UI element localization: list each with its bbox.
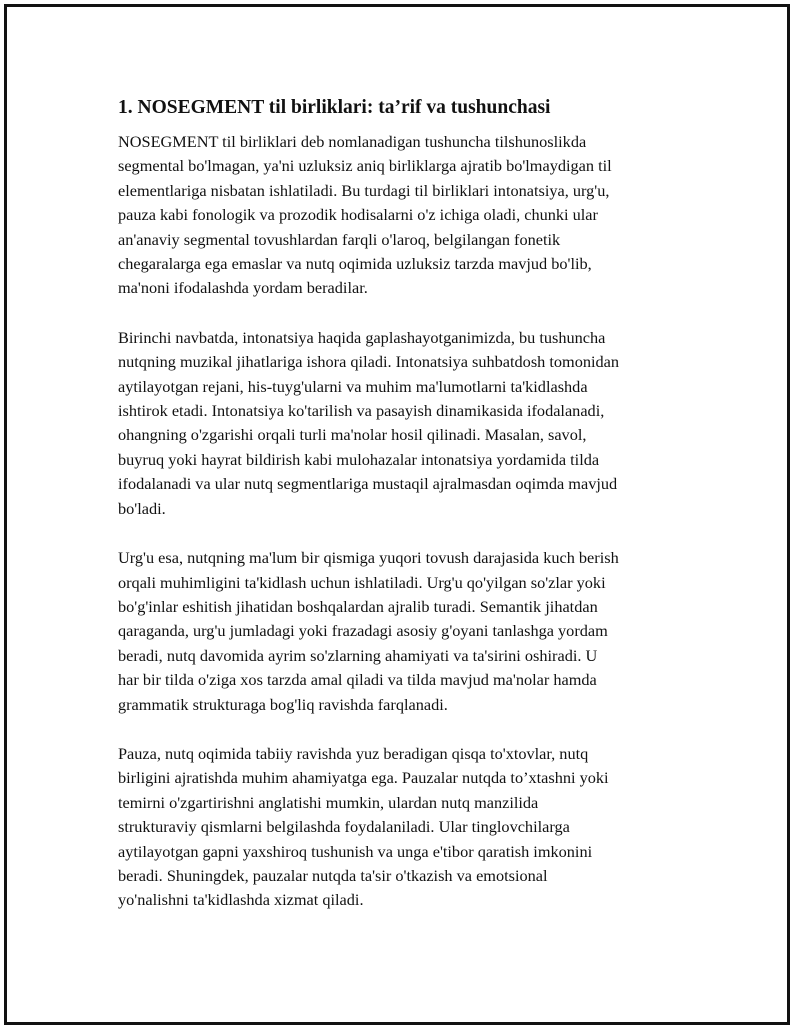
paragraph-definition: NOSEGMENT til birliklari deb nomlanadigan tushuncha tilshunoslikda segmental bo'lmagan, ya'ni uzluksiz aniq birliklarga ajratib bo'lmaydigan til elementlariga nisbatan ishlatiladi. Bu turdagi til birliklari intonatsiya, urg'u, pauza kabi fonologik va prozodik hodisalarni o'z ichiga oladi, chunki ular an'anaviy segmental tovushlardan farqli o'laroq, belgilangan fonetik chegaralarga ega emaslar va nutq oqimida uzluksiz tarzda mavjud bo'lib, ma'noni ifodalashda yordam beradilar. bbox=[118, 132, 612, 298]
section-heading: 1. NOSEGMENT til birliklari: ta’rif va tushunchasi bbox=[118, 97, 551, 118]
paragraph-stress: Urg'u esa, nutqning ma'lum bir qismiga yuqori tovush darajasida kuch berish orqali muhimligini ta'kidlash uchun ishlatiladi. Urg'u qo'yilgan so'zlar yoki bo'g'inlar eshitish jihatidan boshqalardan ajralib turadi. Semantik jihatdan qaraganda, urg'u jumladagi yoki frazadagi asosiy g'oyani tanlashga yordam beradi, nutq davomida ayrim so'zlarning ahamiyati va ta'sirini oshiradi. U har bir tilda o'ziga xos tarzda amal qiladi va tilda mavjud ma'nolar hamda grammatik strukturaga bog'liq ravishda farqlanadi. bbox=[118, 548, 619, 714]
paragraph-intonation: Birinchi navbatda, intonatsiya haqida gaplashayotganimizda, bu tushuncha nutqning muzikal jihatlariga ishora qiladi. Intonatsiya suhbatdosh tomonidan aytilayotgan rejani, his-tuyg'ularni va muhim ma'lumotlarni ta'kidlashda ishtirok etadi. Intonatsiya ko'tarilish va pasayish dinamikasida ifodalanadi, ohangning o'zgarishi orqali turli ma'nolar hosil qilinadi. Masalan, savol, buyruq yoki hayrat bildirish kabi mulohazalar intonatsiya yordamida tilda ifodalanadi va ular nutq segmentlariga mustaqil ajralmasdan oqimda mavjud bo'ladi. bbox=[118, 327, 620, 518]
document-body bbox=[118, 96, 678, 938]
paragraph-pause: Pauza, nutq oqimida tabiiy ravishda yuz beradigan qisqa to'xtovlar, nutq birligini ajratishda muhim ahamiyatga ega. Pauzalar nutqda to’xtashni yoki temirni o'zgartirishni anglatishi mumkin, ulardan nutq manzilida strukturaviy qismlarni belgilashda foydalaniladi. Ular tinglovchilarga aytilayotgan gapni yaxshiroq tushunish va unga e'tibor qaratish imkonini beradi. Shuningdek, pauzalar nutqda ta'sir o'tkazish va emotsional yo'nalishni ta'kidlashda xizmat qiladi. bbox=[118, 743, 609, 910]
